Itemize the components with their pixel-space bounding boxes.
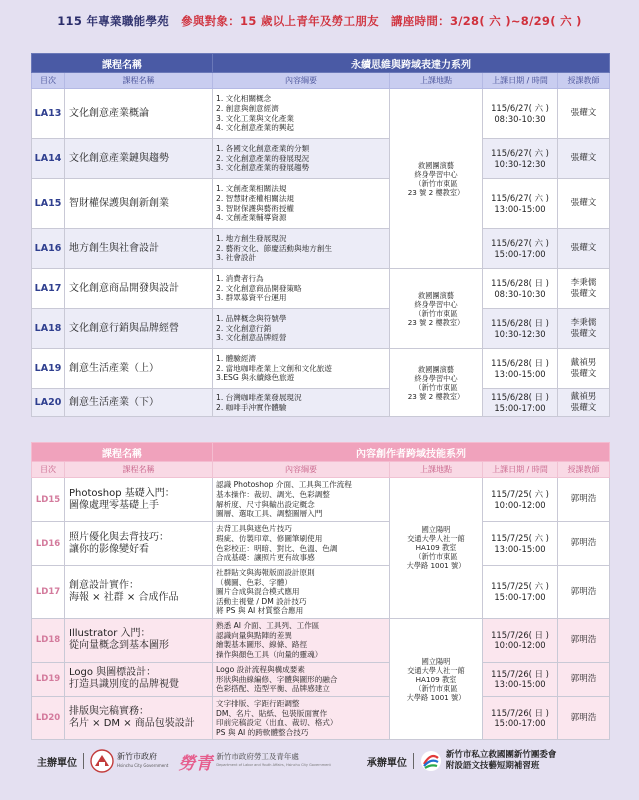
course-code: LA20 [32, 389, 65, 417]
course-location: 國立陽明 交通大學人社一館 HA109 教室 （新竹市東區 大學路 1001 號） [390, 618, 483, 739]
column-header: 課程名稱 [65, 73, 213, 89]
course-datetime: 115/7/26( 日 ) 13:00-15:00 [483, 662, 558, 696]
course-datetime: 115/6/28( 日 ) 08:30-10:30 [483, 269, 558, 309]
course-name: 創意設計實作： 海報 × 社群 × 合成作品 [65, 566, 213, 619]
course-code: LA19 [32, 349, 65, 389]
course-datetime: 115/7/26( 日 ) 15:00-17:00 [483, 696, 558, 739]
course-teacher: 張耀文 [558, 139, 610, 179]
program-title: 115 年專業職能學苑 [57, 14, 170, 28]
course-teacher: 郭明浩 [558, 662, 610, 696]
course-teacher: 戴禎男 張耀文 [558, 349, 610, 389]
gov-name-en: Hsinchu City Government [117, 763, 169, 768]
course-teacher: 戴禎男 張耀文 [558, 389, 610, 417]
column-header: 目次 [32, 73, 65, 89]
course-teacher: 郭明浩 [558, 566, 610, 619]
course-name: 創意生活產業（下） [65, 389, 213, 417]
course-outline: 1. 體驗經濟 2. 當地咖啡產業上文創和文化旅遊 3.ESG 與永續綠色旅遊 [213, 349, 390, 389]
course-datetime: 115/6/28( 日 ) 13:00-15:00 [483, 349, 558, 389]
course-outline: 社群貼文與海報版面設計原則 （構圖、色彩、字體） 圖片合成與混合模式應用 活動主視覺 / DM 設計技巧 將 PS 與 AI 材質整合應用 [213, 566, 390, 619]
course-location: 救國團演藝 終身學習中心 （新竹市東區 23 號 2 樓教室） [390, 349, 483, 417]
course-code: LD20 [32, 696, 65, 739]
table-row [32, 662, 610, 696]
labor-youth-dept-en: Department of Labor and Youth Affairs, Hsinchu City Government [216, 763, 331, 767]
footer [0, 748, 639, 774]
column-header: 上課地點 [390, 462, 483, 478]
course-code: LD16 [32, 522, 65, 566]
course-code: LD15 [32, 478, 65, 522]
course-teacher: 張耀文 [558, 89, 610, 139]
course-outline: 1. 各國文化創意產業的分類 2. 文化創意產業的發展現況 3. 文化創意產業的發展趨勢 [213, 139, 390, 179]
labor-youth-dept-name: 新竹市政府勞工及青年處 [216, 752, 299, 761]
course-outline: 1. 消費者行為 2. 文化創意商品開發策略 3. 群眾募資平台運用 [213, 269, 390, 309]
organizer-label: 承辦單位 [366, 757, 407, 769]
course-code: LA15 [32, 179, 65, 229]
course-teacher: 郭明浩 [558, 618, 610, 662]
column-header: 目次 [32, 462, 65, 478]
course-outline: Logo 設計流程與構成要素 形狀與曲線編修、字體與圖形的融合 色彩搭配、造型平衡、品牌感建立 [213, 662, 390, 696]
table-row [32, 269, 610, 309]
organizer-name [446, 750, 557, 772]
divider [83, 753, 84, 769]
organizer-line-2: 附設語文技藝短期補習班 [445, 761, 540, 771]
table-row [32, 349, 610, 389]
course-name: 文化創意產業鏈與趨勢 [65, 139, 213, 179]
course-teacher: 郭明浩 [558, 478, 610, 522]
course-datetime: 115/6/27( 六 ) 08:30-10:30 [483, 89, 558, 139]
course-location: 國立陽明 交通大學人社一館 HA109 教室 （新竹市東區 大學路 1001 號） [390, 478, 483, 619]
course-location: 救國團演藝 終身學習中心 （新竹市東區 23 號 2 樓教室） [390, 269, 483, 349]
course-datetime: 115/7/26( 日 ) 10:00-12:00 [483, 618, 558, 662]
course-teacher: 李秉儒 張耀文 [558, 309, 610, 349]
course-outline: 去背工具與遮色片技巧 瑕疵、仿製印章、修圖筆刷使用 色彩校正：明暗、對比、色溫、色調 合成基礎：讓照片更有故事感 [213, 522, 390, 566]
course-outline: 認識 Photoshop 介面、工具與工作流程 基本操作：裁切、調光、色彩調整 解析度、尺寸與輸出設定概念 圖層、選取工具、調整圖層入門 [213, 478, 390, 522]
course-name: 地方創生與社會設計 [65, 229, 213, 269]
course-outline: 文字排版、字距行距調整 DM、名片、貼紙、包裝版面實作 印前完稿設定（出血、裁切、格式） PS 與 AI 的跨軟體整合技巧 [213, 696, 390, 739]
table-row [32, 696, 610, 739]
table-row [32, 309, 610, 349]
course-teacher: 郭明浩 [558, 696, 610, 739]
course-outline: 1. 文化相關概念 2. 創意與創意經濟 3. 文化工業與文化產業 4. 文化創意產業的興起 [213, 89, 390, 139]
column-header: 內容綱要 [213, 462, 390, 478]
course-name: 照片優化與去背技巧： 讓你的影像變好看 [65, 522, 213, 566]
series1-table [31, 53, 609, 417]
course-code: LA16 [32, 229, 65, 269]
column-header: 上課日期 / 時間 [483, 462, 558, 478]
course-outline: 1. 文創產業相關法規 2. 智慧財產權相關法規 3. 智財保護與藝術授權 4. 文創產業輔導資源 [213, 179, 390, 229]
course-name: 文化創意商品開發與設計 [65, 269, 213, 309]
course-outline: 1. 台灣咖啡產業發展現況 2. 咖啡手沖實作體驗 [213, 389, 390, 417]
course-name: 創意生活產業（上） [65, 349, 213, 389]
course-datetime: 115/7/25( 六 ) 13:00-15:00 [483, 522, 558, 566]
series-title: 內容創作者跨域技能系列 [213, 443, 610, 462]
course-name: 文化創意行銷與品牌經營 [65, 309, 213, 349]
hsinchu-gov-logo [90, 749, 168, 773]
course-datetime: 115/6/28( 日 ) 10:30-12:30 [483, 309, 558, 349]
column-header: 授課教師 [558, 462, 610, 478]
table-row [32, 522, 610, 566]
course-datetime: 115/6/27( 六 ) 10:30-12:30 [483, 139, 558, 179]
course-code: LD19 [32, 662, 65, 696]
course-code: LA17 [32, 269, 65, 309]
course-code: LA13 [32, 89, 65, 139]
course-teacher: 郭明浩 [558, 522, 610, 566]
column-header: 課程名稱 [65, 462, 213, 478]
course-teacher: 李秉儒 張耀文 [558, 269, 610, 309]
host-label: 主辦單位 [37, 757, 77, 769]
column-header: 上課日期 / 時間 [483, 73, 558, 89]
course-outline: 熟悉 AI 介面、工具列、工作區 認識向量與點陣的差異 繪製基本圖形、線條、路徑 操作與顏色工具（向量的靈魂） [213, 618, 390, 662]
table-row [32, 179, 610, 229]
audience-text: 參與對象：15 歲以上青年及勞工朋友 [181, 14, 379, 28]
course-name: 排版與完稿實務： 名片 × DM × 商品包裝設計 [65, 696, 213, 739]
series-title: 永續思維與跨域表達力系列 [213, 54, 610, 73]
course-teacher: 張耀文 [558, 229, 610, 269]
page-header [0, 10, 639, 32]
course-name: 智財權保護與創新創業 [65, 179, 213, 229]
labor-youth-logo: 勞青 [178, 753, 213, 774]
table-row [32, 89, 610, 139]
table-row [32, 478, 610, 522]
course-code: LA18 [32, 309, 65, 349]
course-code: LD17 [32, 566, 65, 619]
course-datetime: 115/6/28( 日 ) 15:00-17:00 [483, 389, 558, 417]
course-code: LD18 [32, 618, 65, 662]
table-row [32, 618, 610, 662]
course-datetime: 115/6/27( 六 ) 15:00-17:00 [483, 229, 558, 269]
table-row [32, 566, 610, 619]
period-text: 講座時間：3/28( 六 )~8/29( 六 ) [390, 14, 582, 28]
table-row [32, 139, 610, 179]
course-outline: 1. 品牌概念與符號學 2. 文化創意行銷 3. 文化創意品牌經營 [213, 309, 390, 349]
course-code: LA14 [32, 139, 65, 179]
course-teacher: 張耀文 [558, 179, 610, 229]
course-outline: 1. 地方創生發展現況 2. 藝術文化、節慶活動與地方創生 3. 社會設計 [213, 229, 390, 269]
column-header: 上課地點 [390, 73, 483, 89]
course-datetime: 115/7/25( 六 ) 10:00-12:00 [483, 478, 558, 522]
course-location: 救國團演藝 終身學習中心 （新竹市東區 23 號 2 樓教室） [390, 89, 483, 269]
course-datetime: 115/6/27( 六 ) 13:00-15:00 [483, 179, 558, 229]
column-header: 授課教師 [558, 73, 610, 89]
course-name: Logo 與圖標設計： 打造具識別度的品牌視覺 [65, 662, 213, 696]
column-header: 內容綱要 [213, 73, 390, 89]
course-name-header: 課程名稱 [32, 443, 213, 462]
series2-table [31, 442, 609, 740]
course-datetime: 115/7/25( 六 ) 15:00-17:00 [483, 566, 558, 619]
course-name-header: 課程名稱 [32, 54, 213, 73]
organizer-line-1: 新竹市私立救國團新竹團委會 [445, 750, 557, 760]
table-row [32, 229, 610, 269]
course-name: Photoshop 基礎入門： 圖像處理零基礎上手 [65, 478, 213, 522]
table-row [32, 389, 610, 417]
city-emblem-icon [90, 749, 114, 773]
divider [413, 753, 414, 769]
course-name: 文化創意產業概論 [65, 89, 213, 139]
gov-name: 新竹市政府 [117, 752, 157, 761]
cyc-logo-icon [420, 750, 442, 772]
course-name: Illustrator 入門： 從向量概念到基本圖形 [65, 618, 213, 662]
